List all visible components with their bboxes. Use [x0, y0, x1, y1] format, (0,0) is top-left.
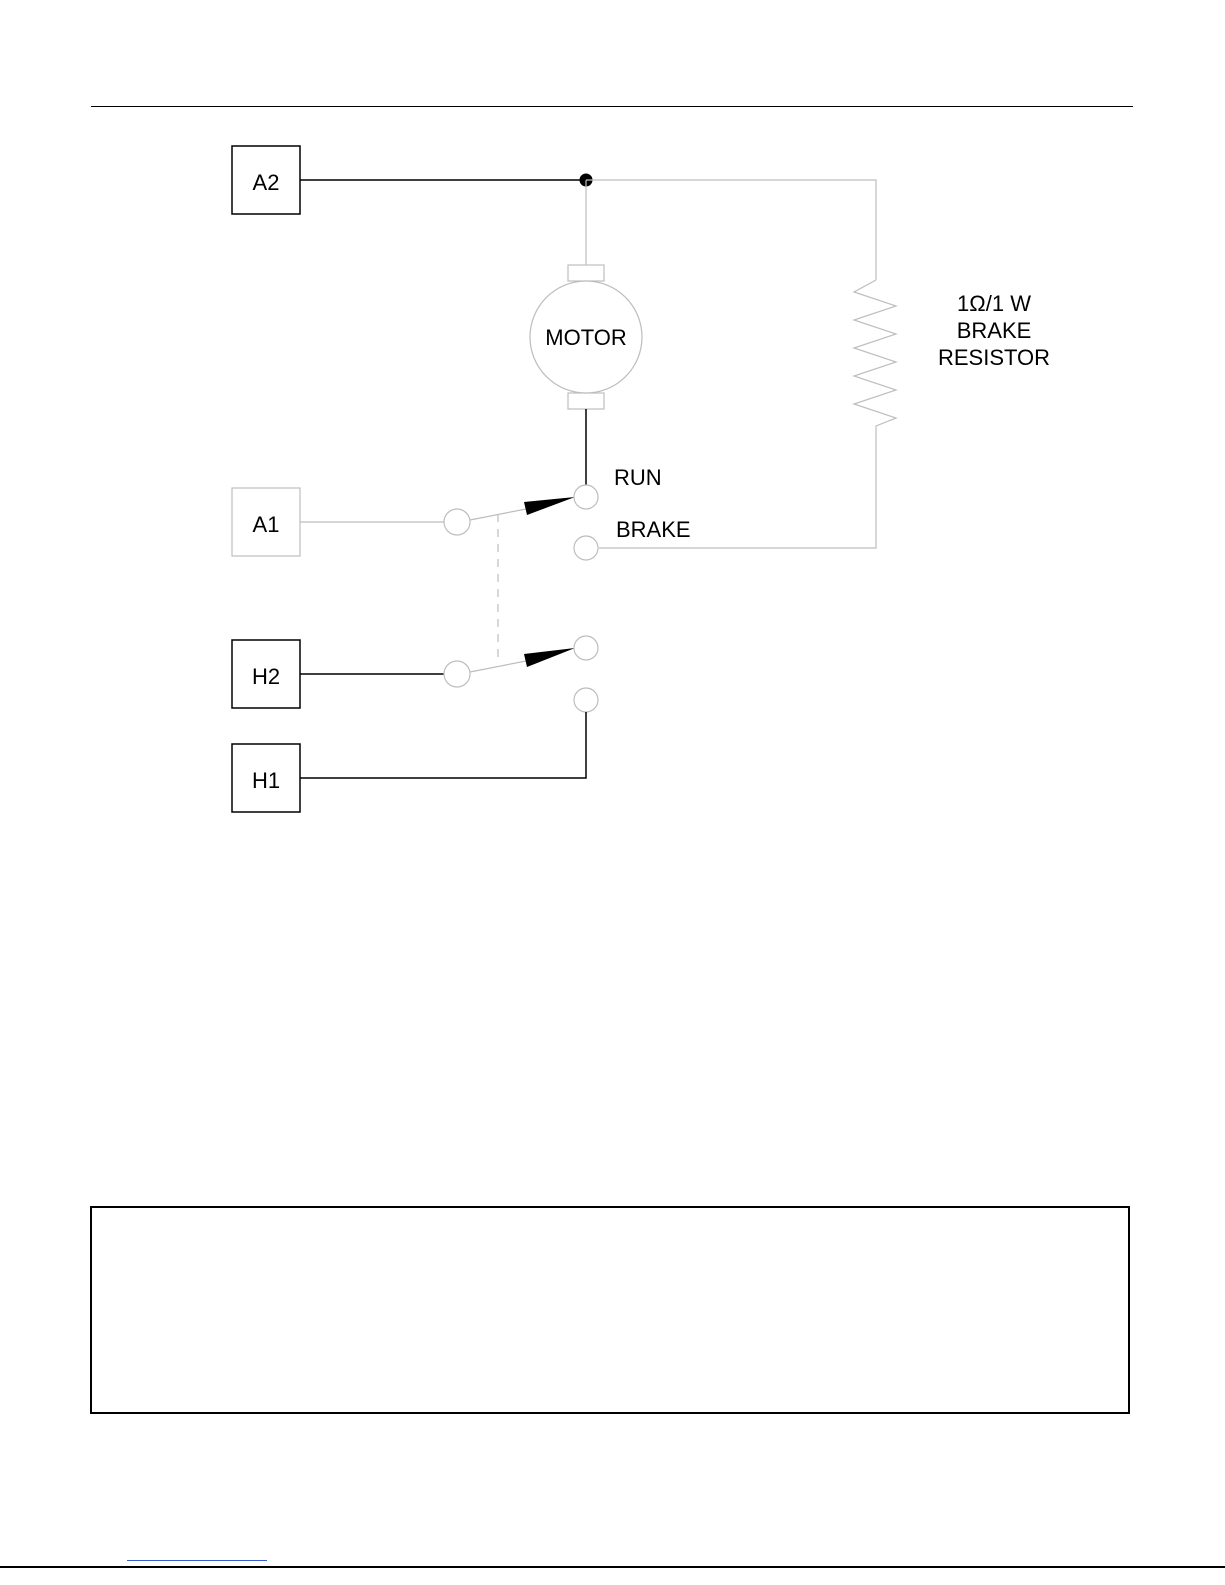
switch1-pivot [444, 509, 470, 535]
note-box [90, 1206, 1130, 1414]
switch-brake-label: BRAKE [616, 517, 691, 542]
switch2-pivot [444, 661, 470, 687]
resistor-label-value: 1Ω/1 W [957, 291, 1031, 316]
switch2-arm [470, 661, 526, 672]
switch-run-label: RUN [614, 465, 662, 490]
switch2-contact-lower [574, 688, 598, 712]
contact-run [574, 485, 598, 509]
terminal-a1-label: A1 [252, 512, 280, 537]
switch2-contact-upper [574, 636, 598, 660]
contact-brake [574, 536, 598, 560]
switch1-blade [524, 497, 575, 515]
terminal-a1 [232, 488, 300, 556]
wire-h1 [300, 712, 586, 778]
brake-resistor [599, 280, 896, 548]
motor [530, 265, 642, 409]
resistor-label-resistor: RESISTOR [937, 345, 1051, 370]
motor-label: MOTOR [545, 325, 627, 350]
resistor-label-brake: BRAKE [956, 318, 1032, 343]
footer-link-underline [127, 1560, 267, 1561]
footer-rule [0, 1566, 1225, 1568]
terminal-a2-label: A2 [252, 170, 280, 195]
terminal-a2 [232, 146, 300, 214]
terminal-h2 [232, 640, 300, 708]
terminal-h2-label: H2 [251, 664, 281, 689]
terminal-h1-label: H1 [251, 768, 281, 793]
terminal-h1 [232, 744, 300, 812]
wire-junction-resistor [586, 180, 876, 280]
switch2-blade [524, 648, 575, 667]
